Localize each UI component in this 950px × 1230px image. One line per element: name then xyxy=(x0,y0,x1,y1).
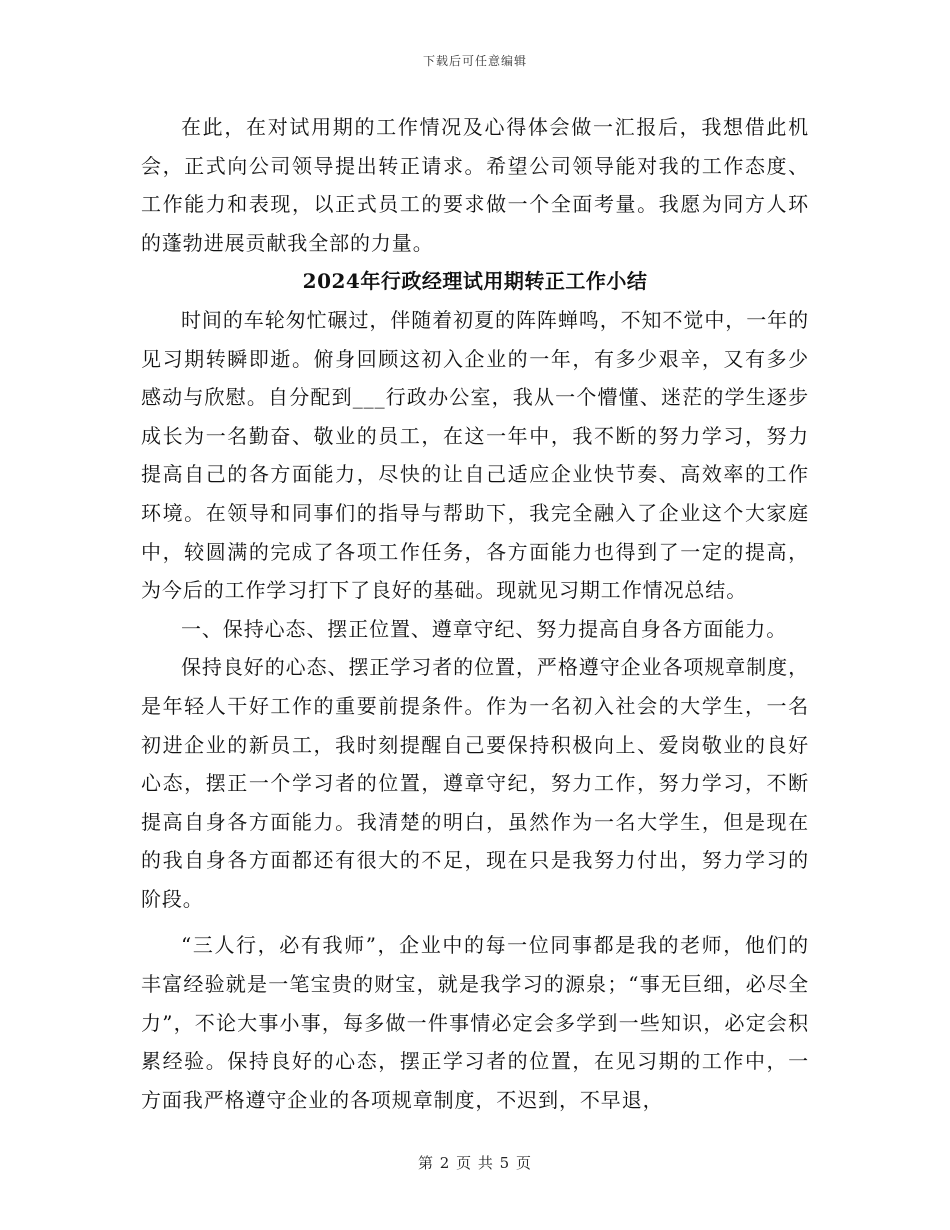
paragraph-3: “三人行，必有我师”，企业中的每一位同事都是我的老师，他们的丰富经验就是一笔宝贵的财宝，就是我学习的源泉；“事无巨细，必尽全力”，不论大事小事，每多做一件事情必定会多学到一些知识，必定会积累经验。保持良好的心态，摆正学习者的位置，在见习期的工作中，一方面我严格遵守企业的各项规章制度，不迟到，不早退， xyxy=(141,933,809,1112)
paragraph-2: 保持良好的心态、摆正学习者的位置，严格遵守企业各项规章制度，是年轻人干好工作的重要前提条件。作为一名初入社会的大学生，一名初进企业的新员工，我时刻提醒自己要保持积极向上、爱岗敬业的良好心态，摆正一个学习者的位置，遵章守纪，努力工作，努力学习，不断提高自身各方面能力。我清楚的明白，虽然作为一名大学生，但是现在的我自身各方面都还有很大的不足，现在只是我努力付出，努力学习的阶段。 xyxy=(141,655,809,911)
paragraph-1: 时间的车轮匆忙碾过，伴随着初夏的阵阵蝉鸣，不知不觉中，一年的见习期转瞬即逝。俯身回顾这初入企业的一年，有多少艰辛，又有多少感动与欣慰。自分配到___行政办公室，我从一个懵懂、迷茫的学生逐步成长为一名勤奋、敬业的员工，在这一年中，我不断的努力学习，努力提高自己的各方面能力，尽快的让自己适应企业快节奏、高效率的工作环境。在领导和同事们的指导与帮助下，我完全融入了企业这个大家庭中，较圆满的完成了各项工作任务，各方面能力也得到了一定的提高，为今后的工作学习打下了良好的基础。现就见习期工作情况总结。 xyxy=(141,307,809,603)
page-indicator: 第 2 页 共 5 页 xyxy=(418,1154,532,1172)
section-heading-1: 一、保持心态、摆正位置、遵章守纪、努力提高自身各方面能力。 xyxy=(181,616,788,641)
paragraph-intro: 在此，在对试用期的工作情况及心得体会做一汇报后，我想借此机会，正式向公司领导提出转正请求。希望公司领导能对我的工作态度、工作能力和表现，以正式员工的要求做一个全面考量。我愿为同方人环的蓬勃进展贡献我全部的力量。 xyxy=(141,115,809,255)
header-note: 下载后可任意编辑 xyxy=(422,54,527,68)
document-title: 2024年行政经理试用期转正工作小结 xyxy=(302,269,648,294)
document-body xyxy=(141,108,809,1119)
